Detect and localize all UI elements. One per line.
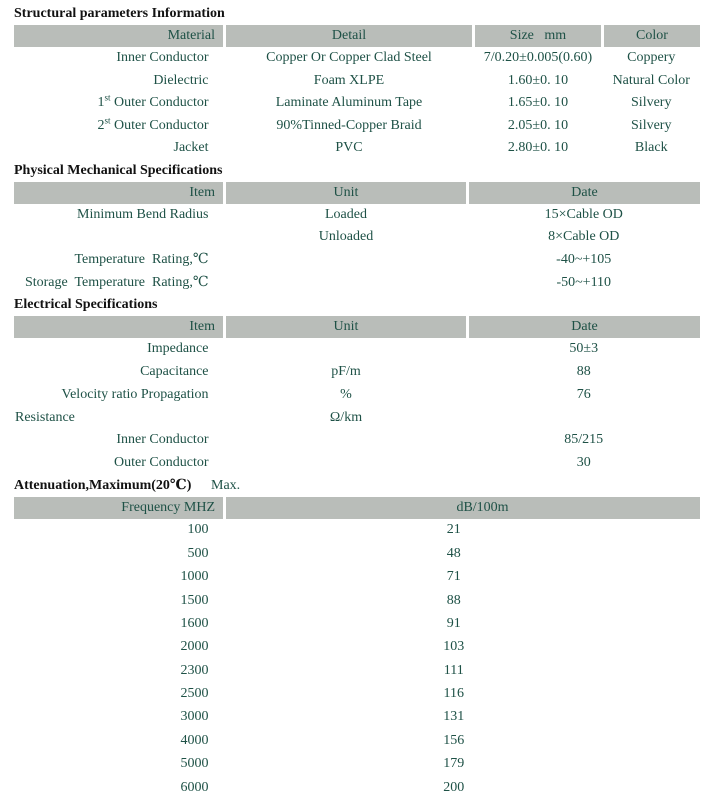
table-cell: pF/m bbox=[331, 364, 361, 380]
table-cell: Inner Conductor bbox=[116, 432, 209, 448]
table-row bbox=[14, 542, 700, 565]
table-cell: 76 bbox=[576, 386, 591, 402]
table-cell: 21 bbox=[446, 522, 461, 538]
table-cell: 8×Cable OD bbox=[548, 229, 620, 245]
table-cell: 200 bbox=[443, 779, 465, 795]
table-cell: 116 bbox=[443, 686, 464, 702]
table-cell: 2000 bbox=[180, 639, 209, 655]
table-cell: Jacket bbox=[173, 140, 209, 156]
table-cell: 90%Tinned-Copper Braid bbox=[276, 117, 422, 133]
table-cell: 1600 bbox=[180, 615, 209, 631]
table-cell: 100 bbox=[187, 522, 209, 538]
table-cell: 179 bbox=[443, 756, 465, 772]
table-head bbox=[14, 182, 700, 204]
table-cell: 7/0.20±0.005(0.60) bbox=[483, 50, 593, 66]
table-cell: Dielectric bbox=[153, 72, 209, 88]
table-row bbox=[14, 682, 700, 705]
table-cell: Ω/km bbox=[329, 409, 363, 425]
section-attenuation bbox=[14, 475, 700, 799]
table-cell: Silvery bbox=[631, 117, 672, 133]
table-cell: 1.60±0. 10 bbox=[507, 72, 569, 88]
section-title-text: Attenuation,Maximum(20℃) bbox=[14, 477, 192, 493]
table-cell: 85/215 bbox=[564, 432, 604, 448]
table-cell: 1500 bbox=[180, 592, 209, 608]
table-body bbox=[14, 47, 700, 160]
table-cell: 30 bbox=[576, 455, 591, 471]
section-title-text: Electrical Specifications bbox=[14, 296, 158, 312]
table-cell: Velocity ratio Propagation bbox=[61, 386, 209, 402]
column-header: Size mm bbox=[474, 25, 603, 47]
table-cell: 91 bbox=[446, 615, 461, 631]
structural-parameters-table bbox=[14, 25, 700, 160]
table-row bbox=[14, 776, 700, 799]
table-cell: Black bbox=[634, 140, 668, 156]
table-row bbox=[14, 706, 700, 729]
section-title-text: Structural parameters Information bbox=[14, 6, 225, 21]
table-cell: Natural Color bbox=[612, 72, 690, 88]
table-cell: 88 bbox=[446, 592, 461, 608]
table-cell: PVC bbox=[335, 140, 363, 156]
table-cell: 1000 bbox=[180, 569, 209, 585]
section-electrical bbox=[14, 294, 700, 475]
table-cell: -40~+105 bbox=[556, 251, 612, 267]
attenuation-table bbox=[14, 497, 700, 799]
attenuation-max-label: Max. bbox=[211, 477, 241, 493]
section-physical-mechanical bbox=[14, 160, 700, 294]
table-cell: 6000 bbox=[180, 779, 209, 795]
section-title-structural bbox=[14, 3, 700, 25]
table-cell: 4000 bbox=[180, 732, 209, 748]
table-cell bbox=[14, 226, 225, 249]
table-cell: 48 bbox=[446, 545, 461, 561]
table-cell: Capacitance bbox=[140, 364, 209, 380]
table-cell: 2500 bbox=[180, 686, 209, 702]
table-cell: Impedance bbox=[147, 341, 209, 357]
header-row bbox=[14, 182, 700, 204]
table-cell: 15×Cable OD bbox=[544, 206, 623, 222]
table-row bbox=[14, 753, 700, 776]
table-row bbox=[14, 47, 700, 70]
table-row bbox=[14, 204, 700, 227]
table-cell: 156 bbox=[443, 732, 465, 748]
table-cell bbox=[468, 406, 701, 429]
column-header: Color bbox=[603, 25, 701, 47]
table-cell: 2300 bbox=[180, 662, 209, 678]
header-row bbox=[14, 497, 700, 519]
table-cell bbox=[225, 338, 468, 361]
table-cell: % bbox=[340, 386, 352, 402]
table-row bbox=[14, 612, 700, 635]
column-header: Date bbox=[468, 316, 701, 338]
section-title-electrical bbox=[14, 294, 700, 316]
table-cell: 2st Outer Conductor bbox=[97, 115, 209, 133]
table-body bbox=[14, 519, 700, 799]
column-header: Item bbox=[14, 316, 225, 338]
table-cell: Unloaded bbox=[318, 229, 374, 245]
table-cell: Temperature Rating,℃ bbox=[74, 252, 209, 268]
table-body bbox=[14, 204, 700, 294]
table-head bbox=[14, 316, 700, 338]
table-row bbox=[14, 565, 700, 588]
table-cell: Silvery bbox=[631, 95, 672, 111]
table-row bbox=[14, 383, 700, 406]
table-cell: 71 bbox=[446, 569, 461, 585]
section-structural-parameters bbox=[14, 3, 700, 160]
table-row bbox=[14, 406, 700, 429]
table-row bbox=[14, 729, 700, 752]
column-header: Unit bbox=[225, 316, 468, 338]
table-cell: 131 bbox=[443, 709, 465, 725]
table-row bbox=[14, 226, 700, 249]
table-cell: 1.65±0. 10 bbox=[507, 95, 569, 111]
table-row bbox=[14, 70, 700, 93]
table-cell: 2.05±0. 10 bbox=[507, 117, 569, 133]
table-row bbox=[14, 589, 700, 612]
physical-mechanical-table bbox=[14, 182, 700, 294]
table-cell bbox=[225, 429, 468, 452]
table-cell: Copper Or Copper Clad Steel bbox=[266, 50, 432, 66]
section-title-attenuation bbox=[14, 475, 700, 497]
table-cell: Resistance bbox=[15, 409, 75, 425]
table-row bbox=[14, 519, 700, 542]
table-cell: 5000 bbox=[180, 756, 209, 772]
table-cell: -50~+110 bbox=[556, 274, 612, 290]
column-header: Detail bbox=[225, 25, 474, 47]
table-row bbox=[14, 271, 700, 294]
table-row bbox=[14, 636, 700, 659]
table-cell bbox=[225, 249, 468, 272]
table-row bbox=[14, 115, 700, 138]
table-cell: 2.80±0. 10 bbox=[507, 140, 569, 156]
header-row bbox=[14, 25, 700, 47]
column-header: Frequency MHZ bbox=[14, 497, 225, 519]
table-cell bbox=[225, 271, 468, 294]
table-cell: Storage Temperature Rating,℃ bbox=[24, 275, 209, 291]
table-row bbox=[14, 429, 700, 452]
table-row bbox=[14, 92, 700, 115]
table-cell: Outer Conductor bbox=[114, 455, 209, 471]
table-row bbox=[14, 452, 700, 475]
column-header: dB/100m bbox=[225, 497, 701, 519]
table-head bbox=[14, 497, 700, 519]
column-header: Material bbox=[14, 25, 225, 47]
table-cell: 1st Outer Conductor bbox=[97, 92, 209, 111]
table-cell: 88 bbox=[576, 364, 591, 380]
table-cell: 500 bbox=[187, 545, 209, 561]
header-row bbox=[14, 316, 700, 338]
column-header: Item bbox=[14, 182, 225, 204]
column-header: Date bbox=[468, 182, 701, 204]
table-cell: Loaded bbox=[325, 206, 367, 222]
table-row bbox=[14, 659, 700, 682]
table-cell: 3000 bbox=[180, 709, 209, 725]
table-row bbox=[14, 249, 700, 272]
table-cell bbox=[225, 452, 468, 475]
table-cell: Foam XLPE bbox=[313, 72, 385, 88]
column-header: Unit bbox=[225, 182, 468, 204]
table-cell: Minimum Bend Radius bbox=[77, 206, 209, 222]
table-cell: Coppery bbox=[627, 50, 676, 66]
table-cell: 50±3 bbox=[569, 341, 599, 357]
table-row bbox=[14, 361, 700, 384]
section-title-physical-mechanical bbox=[14, 160, 700, 182]
section-title-text: Physical Mechanical Specifications bbox=[14, 162, 223, 178]
table-head bbox=[14, 25, 700, 47]
table-body bbox=[14, 338, 700, 475]
table-cell: 103 bbox=[443, 639, 465, 655]
table-cell: Inner Conductor bbox=[116, 50, 209, 66]
electrical-specifications-table bbox=[14, 316, 700, 475]
table-cell: Laminate Aluminum Tape bbox=[275, 95, 423, 111]
table-row bbox=[14, 338, 700, 361]
table-cell: 111 bbox=[443, 662, 464, 678]
table-row bbox=[14, 137, 700, 160]
